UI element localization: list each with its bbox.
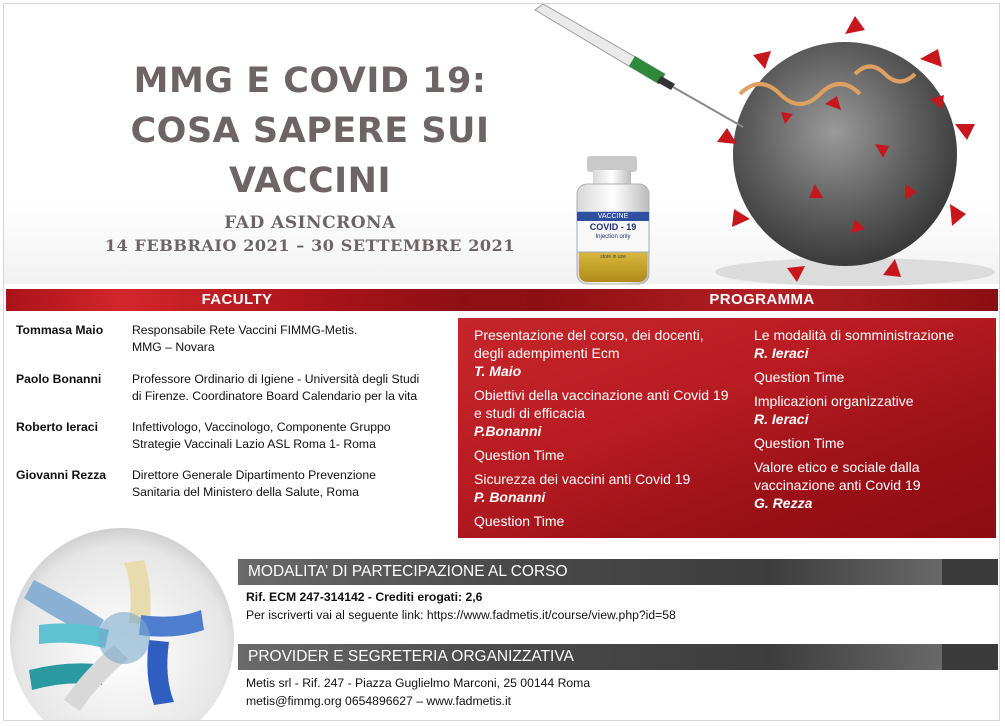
modalita-info (246, 588, 676, 624)
course-link[interactable]: https://www.fadmetis.it/course/view.php?id=58 (426, 608, 676, 622)
course-title (80, 56, 540, 206)
program-item-text: Obiettivi della vaccinazione anti Covid 19 e studi di efficacia (474, 387, 729, 421)
vial-label-main: COVID - 19 (589, 222, 637, 232)
virus-icon (717, 16, 975, 282)
course-format: FAD ASINCRONA (224, 213, 396, 233)
provider-address: Metis srl - Rif. 247 - Piazza Guglielmo Marconi, 25 00144 Roma (246, 676, 591, 690)
faculty-role (132, 467, 450, 501)
vaccine-illustration (525, 4, 1000, 294)
faculty-role (132, 371, 450, 405)
faculty-role-line: di Firenze. Coordinatore Board Calendario per la vita (132, 389, 418, 403)
faculty-role-line: Strategie Vaccinali Lazio ASL Roma 1- Roma (132, 437, 376, 451)
program-item-speaker: T. Maio (474, 363, 522, 379)
faculty-heading: FACULTY (201, 291, 273, 308)
programma-heading: PROGRAMMA (709, 291, 815, 308)
faculty-role-line: Professore Ordinario di Igiene - Università degli Studi (132, 372, 420, 386)
program-item-speaker: P.Bonanni (474, 423, 542, 439)
program-item-text: Valore etico e sociale dalla vaccinazione anti Covid 19 (754, 459, 921, 493)
vial-label-bottom: store in use (600, 254, 626, 260)
provider-bar (238, 644, 998, 670)
program-item-text: Le modalità di somministrazione (754, 327, 954, 343)
program-item-question-time: Question Time (474, 513, 565, 529)
program-item-question-time: Question Time (754, 435, 845, 451)
modalita-heading: MODALITA’ DI PARTECIPAZIONE AL CORSO (248, 563, 568, 580)
title-line-1: MMG E COVID 19: (133, 61, 487, 101)
faculty-role (132, 419, 450, 453)
program-item (474, 470, 734, 506)
faculty-role-line: Direttore Generale Dipartimento Prevenzione (132, 468, 376, 482)
faculty-role-line: Responsabile Rete Vaccini FIMMG-Metis. (132, 323, 358, 337)
program-item-speaker: G. Rezza (754, 495, 813, 511)
bar-join (460, 289, 530, 311)
programma-column-2 (754, 326, 990, 518)
program-item (474, 386, 734, 440)
course-subtitle (80, 212, 540, 258)
bar-end (942, 644, 998, 670)
faculty-name: Giovanni Rezza (16, 468, 107, 482)
programma-column-1 (474, 326, 734, 536)
program-item (754, 458, 990, 512)
ecm-line: Rif. ECM 247-314142 - Crediti erogati: 2,6 (246, 590, 483, 604)
provider-info (246, 674, 590, 710)
program-item (754, 392, 990, 428)
syringe-icon (535, 4, 743, 127)
program-item-text: Implicazioni organizzative (754, 393, 914, 409)
faculty-name: Roberto Ieraci (16, 420, 98, 434)
program-item-speaker: R. Ieraci (754, 411, 809, 427)
program-item-speaker: R. Ieraci (754, 345, 809, 361)
hands-illustration (4, 520, 240, 720)
faculty-role-line: Sanitaria del Ministero della Salute, Roma (132, 485, 359, 499)
link-line (246, 606, 676, 624)
program-item (474, 326, 734, 380)
program-item-text: Sicurezza dei vaccini anti Covid 19 (474, 471, 691, 487)
provider-contact[interactable]: metis@fimmg.org 0654896627 – www.fadmetis.it (246, 694, 512, 708)
title-line-2: COSA SAPERE SUI (130, 111, 490, 151)
provider-heading: PROVIDER E SEGRETERIA ORGANIZZATIVA (248, 648, 574, 665)
faculty-role (132, 322, 450, 356)
faculty-role-line: Infettivologo, Vaccinologo, Componente Gruppo (132, 420, 391, 434)
program-item-text: Presentazione del corso, dei docenti, degli adempimenti Ecm (474, 327, 704, 361)
faculty-bar (6, 289, 468, 311)
program-item (754, 326, 990, 362)
faculty-name: Tommasa Maio (16, 323, 104, 337)
title-line-3: VACCINI (228, 161, 391, 201)
faculty-name: Paolo Bonanni (16, 372, 102, 386)
program-item-speaker: P. Bonanni (474, 489, 546, 505)
vial-label (577, 212, 649, 260)
vial-label-small: Injection only (595, 234, 631, 240)
vial-label-top: VACCINE (597, 213, 629, 220)
programma-bar (526, 289, 998, 311)
faculty-role-line: MMG – Novara (132, 340, 215, 354)
modalita-bar (238, 559, 998, 585)
program-item-question-time: Question Time (474, 447, 565, 463)
bar-end (942, 559, 998, 585)
link-prefix: Per iscriverti vai al seguente link: (246, 608, 427, 622)
course-dates: 14 FEBBRAIO 2021 – 30 SETTEMBRE 2021 (104, 236, 516, 255)
program-item-question-time: Question Time (754, 369, 845, 385)
